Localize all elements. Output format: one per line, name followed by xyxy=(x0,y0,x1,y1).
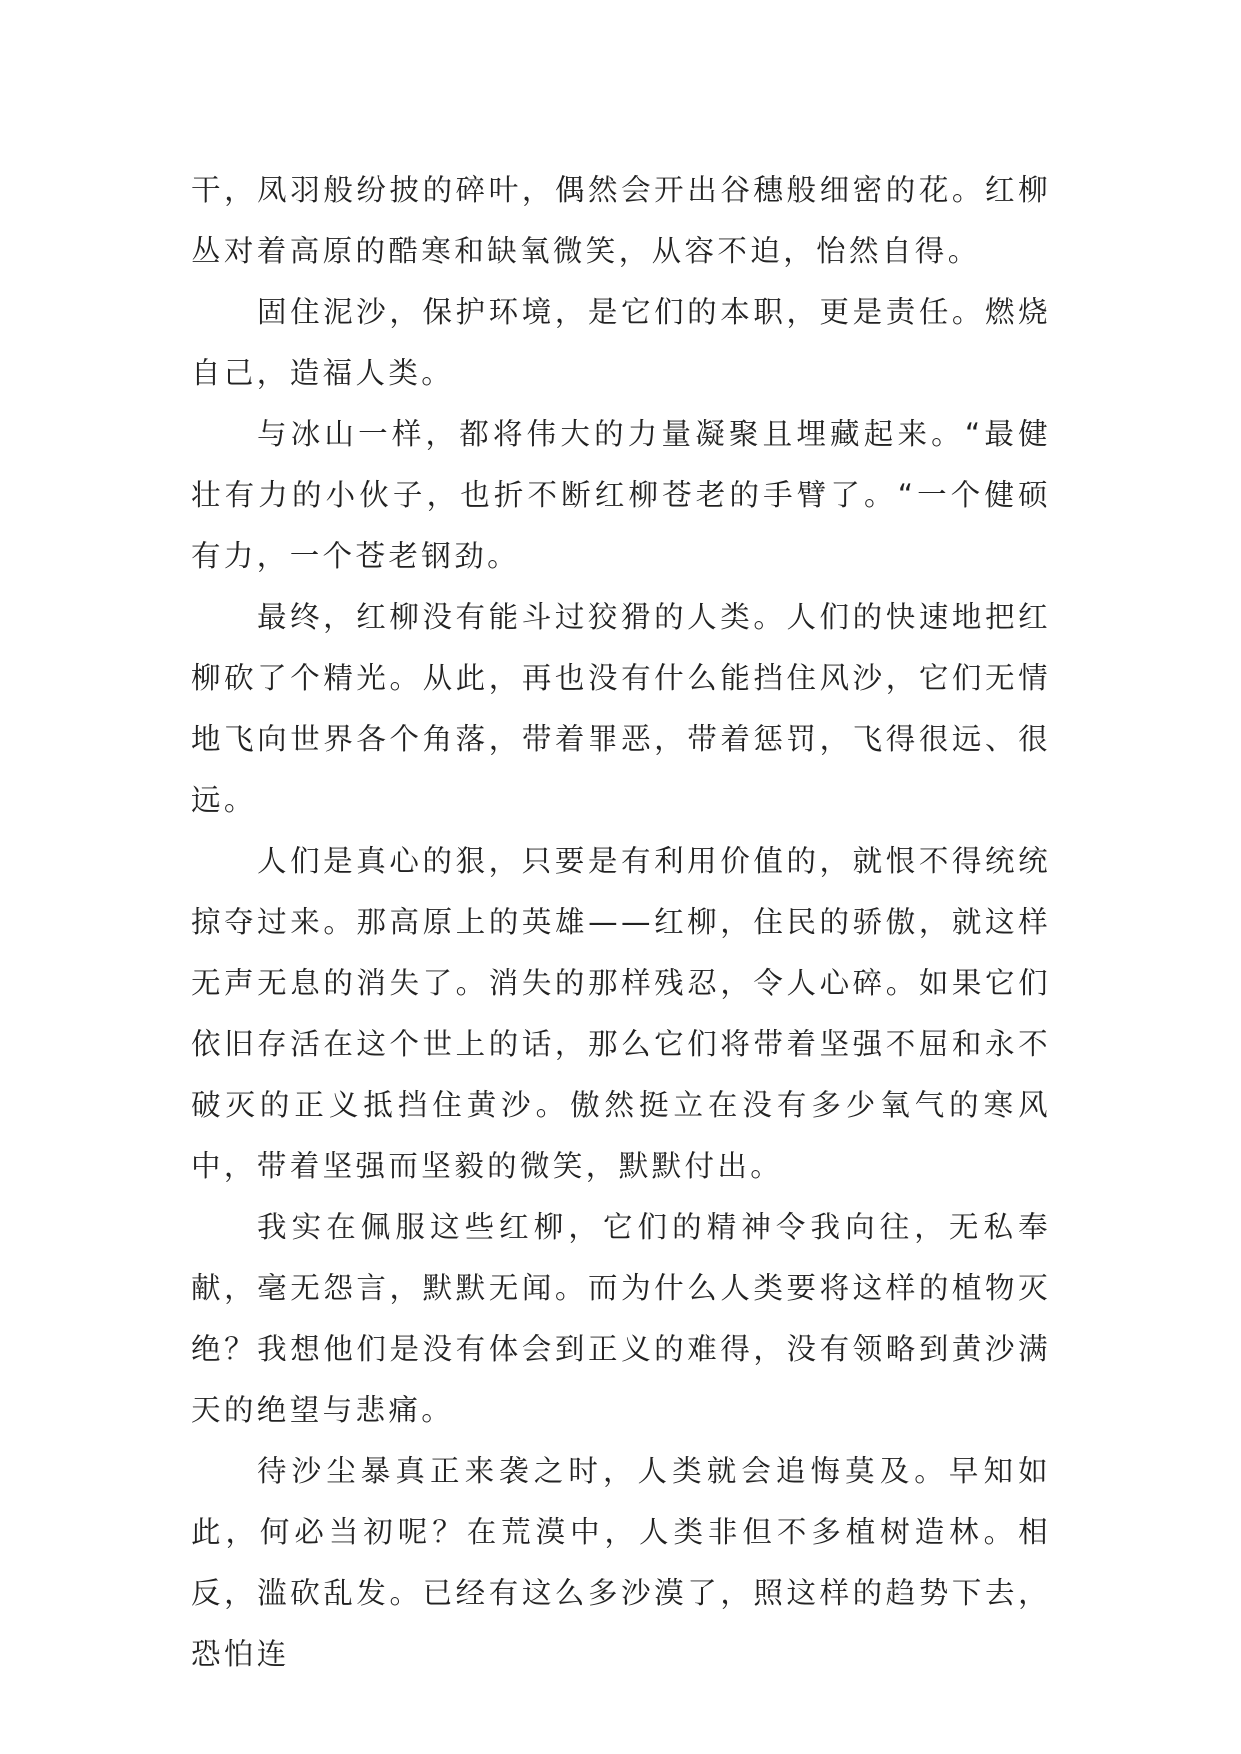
paragraph-5: 人们是真心的狠，只要是有利用价值的，就恨不得统统掠夺过来。那高原上的英雄——红柳，住民的骄傲，就这样无声无息的消失了。消失的那样残忍，令人心碎。如果它们依旧存活在这个世上的话，那么它们将带着坚强不屈和永不破灭的正义抵挡住黄沙。傲然挺立在没有多少氧气的寒风中，带着坚强而坚毅的微笑，默默付出。 xyxy=(191,844,1051,1183)
paragraph-7: 待沙尘暴真正来袭之时，人类就会追悔莫及。早知如此，何必当初呢？在荒漠中，人类非但不多植树造林。相反，滥砍乱发。已经有这么多沙漠了，照这样的趋势下去，恐怕连 xyxy=(191,1454,1051,1671)
paragraph-6: 我实在佩服这些红柳，它们的精神令我向往，无私奉献，毫无怨言，默默无闻。而为什么人类要将这样的植物灭绝？我想他们是没有体会到正义的难得，没有领略到黄沙满天的绝望与悲痛。 xyxy=(191,1210,1051,1427)
document-body xyxy=(191,160,1051,1685)
paragraph-4: 最终，红柳没有能斗过狡猾的人类。人们的快速地把红柳砍了个精光。从此，再也没有什么能挡住风沙，它们无情地飞向世界各个角落，带着罪恶，带着惩罚，飞得很远、很远。 xyxy=(191,600,1051,817)
paragraph-1: 干，凤羽般纷披的碎叶，偶然会开出谷穗般细密的花。红柳丛对着高原的酷寒和缺氧微笑，从容不迫，怡然自得。 xyxy=(191,173,1051,268)
paragraph-3: 与冰山一样，都将伟大的力量凝聚且埋藏起来。“最健壮有力的小伙子，也折不断红柳苍老的手臂了。“一个健硕有力，一个苍老钢劲。 xyxy=(191,417,1051,573)
paragraph-2: 固住泥沙，保护环境，是它们的本职，更是责任。燃烧自己，造福人类。 xyxy=(191,295,1051,390)
